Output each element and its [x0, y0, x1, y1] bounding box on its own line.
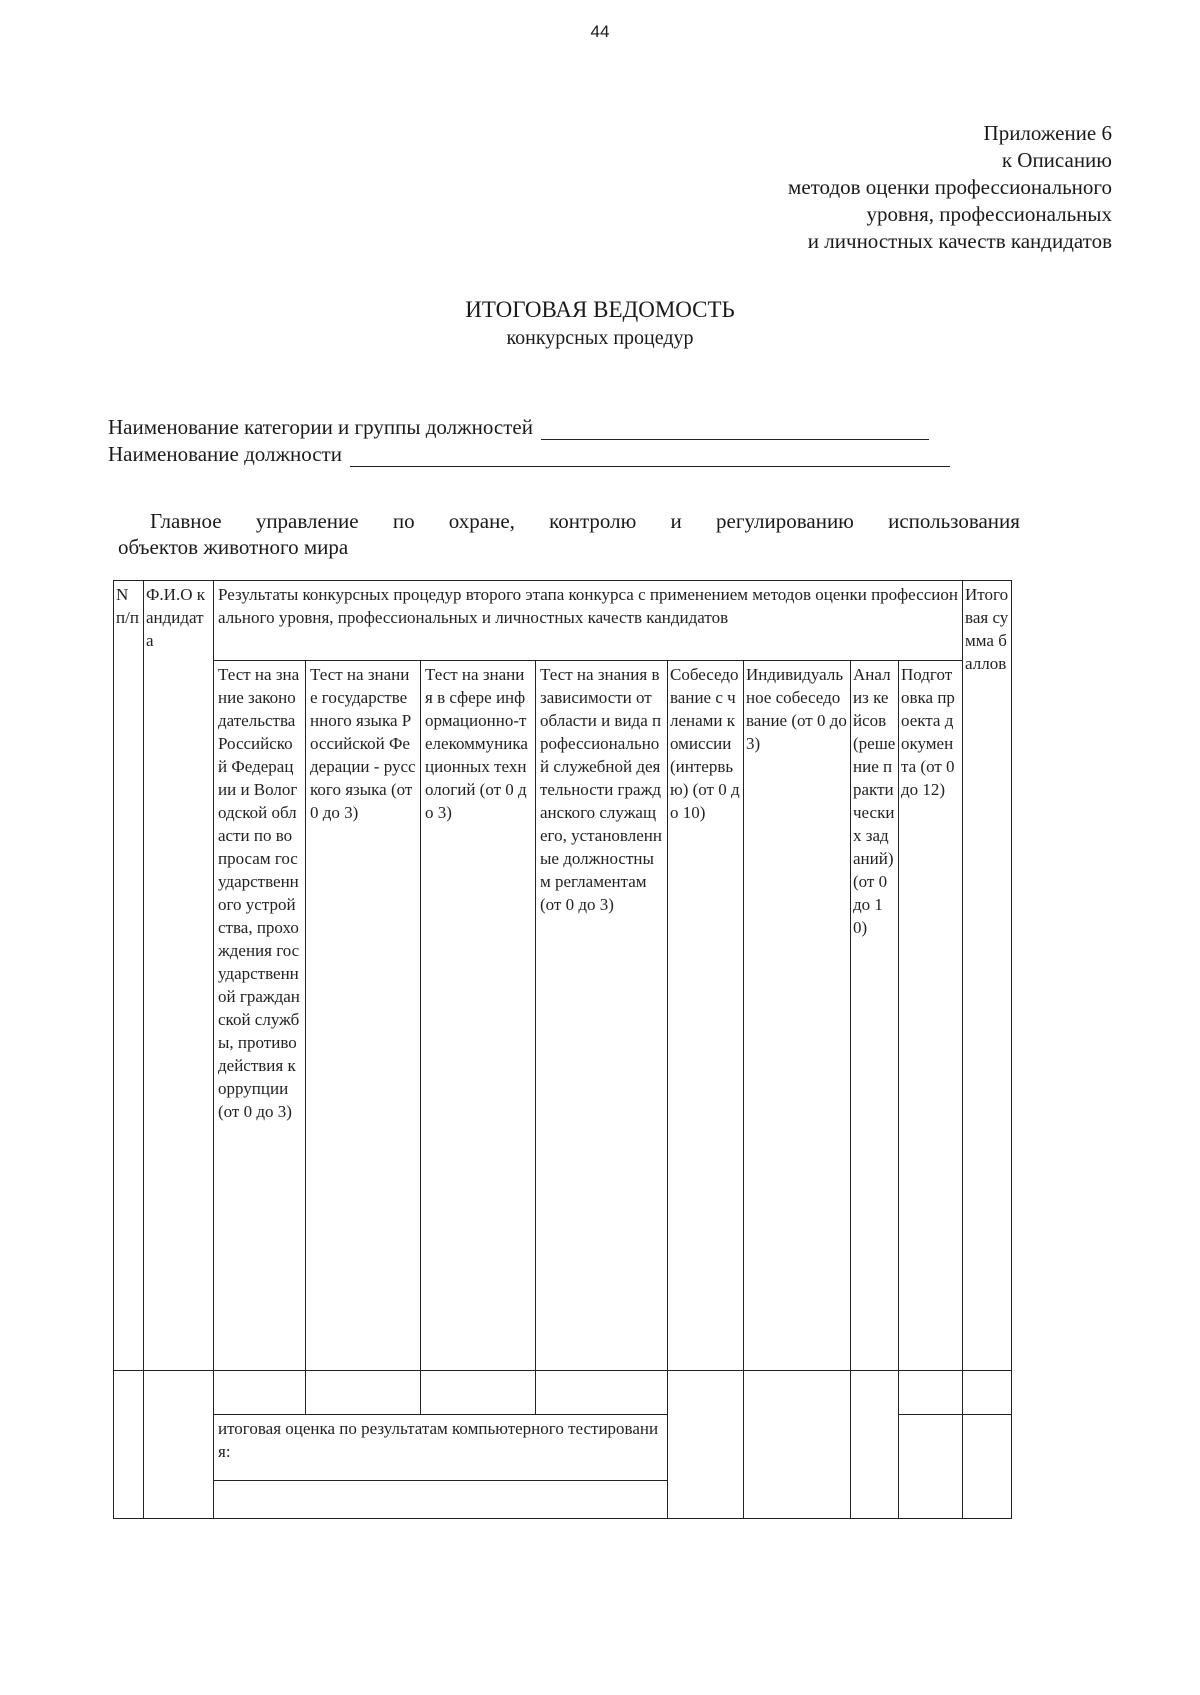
number-cell[interactable] [114, 1371, 144, 1519]
header-total-score: Итоговая сумма баллов [963, 581, 1012, 1371]
organization-line-2: объектов животного мира [118, 535, 349, 559]
header-individual-interview: Индивидуальное собеседование (от 0 до 3) [744, 661, 851, 1371]
score-cell[interactable] [214, 1371, 306, 1415]
score-cell[interactable] [899, 1415, 963, 1519]
score-cell[interactable] [963, 1371, 1012, 1415]
header-case-analysis: Анализ кейсов (решение практических заданий) (от 0 до 10) [851, 661, 899, 1371]
position-label: Наименование должности [108, 442, 342, 466]
position-blank[interactable] [350, 446, 950, 467]
org-word: по [392, 509, 415, 533]
org-word: контролю [549, 509, 637, 533]
appendix-line: к Описанию [1001, 148, 1112, 172]
header-commission-interview: Собеседование с членами комиссии (интервью) (от 0 до 10) [668, 661, 744, 1371]
header-number: N п/п [114, 581, 144, 1371]
header-results: Результаты конкурсных процедур второго этапа конкурса с применением методов оценки профессионального уровня, профессиональных и личностных качеств кандидатов [214, 581, 963, 661]
category-blank[interactable] [541, 419, 929, 440]
category-field [108, 414, 929, 440]
score-cell[interactable] [536, 1371, 668, 1415]
score-cell[interactable] [899, 1371, 963, 1415]
computer-test-total-label: итоговая оценка по результатам компьютерного тестирования: [214, 1415, 668, 1481]
appendix-line: методов оценки профессионального [788, 175, 1112, 199]
score-cell[interactable] [421, 1371, 536, 1415]
org-word: использования [888, 509, 1020, 533]
header-candidate-name: Ф.И.О кандидата [144, 581, 214, 1371]
position-field [108, 441, 950, 467]
candidate-name-cell[interactable] [144, 1371, 214, 1519]
org-word: регулированию [716, 509, 854, 533]
org-word: охране, [448, 509, 515, 533]
score-cell[interactable] [744, 1371, 851, 1519]
score-cell[interactable] [851, 1371, 899, 1519]
org-word: и [670, 509, 682, 533]
page-number: 44 [590, 22, 610, 41]
appendix-line: Приложение 6 [983, 121, 1112, 145]
document-title: ИТОГОВАЯ ВЕДОМОСТЬ [465, 297, 735, 322]
score-cell[interactable] [306, 1371, 421, 1415]
header-document-draft: Подготовка проекта документа (от 0 до 12) [899, 661, 963, 1371]
appendix-line: и личностных качеств кандидатов [807, 229, 1112, 253]
org-word: управление [255, 509, 359, 533]
category-label: Наименование категории и группы должностей [108, 415, 533, 439]
header-it-test: Тест на знания в сфере информационно-телекоммуникационных технологий (от 0 до 3) [421, 661, 536, 1371]
score-cell[interactable] [963, 1415, 1012, 1519]
header-professional-test: Тест на знания в зависимости от области и вида профессиональной служебной деятельности гражданского служащего, установленные должностным регламентам (от 0 до 3) [536, 661, 668, 1371]
org-word: Главное [150, 509, 222, 533]
organization-name [118, 508, 1020, 560]
appendix-note [788, 120, 1112, 255]
header-legislation-test: Тест на знание законодательства Российской Федерации и Вологодской области по вопросам государственного устройства, прохождения государственной гражданской службы, противодействия коррупции (от 0 до 3) [214, 661, 306, 1371]
score-cell[interactable] [668, 1371, 744, 1519]
organization-line-1 [118, 508, 1020, 534]
computer-test-total-value[interactable] [214, 1481, 668, 1519]
appendix-line: уровня, профессиональных [866, 202, 1112, 226]
results-table [113, 580, 1012, 1519]
document-subtitle: конкурсных процедур [506, 327, 694, 349]
table-row [114, 1371, 1012, 1415]
header-language-test: Тест на знание государственного языка Российской Федерации - русского языка (от 0 до 3) [306, 661, 421, 1371]
